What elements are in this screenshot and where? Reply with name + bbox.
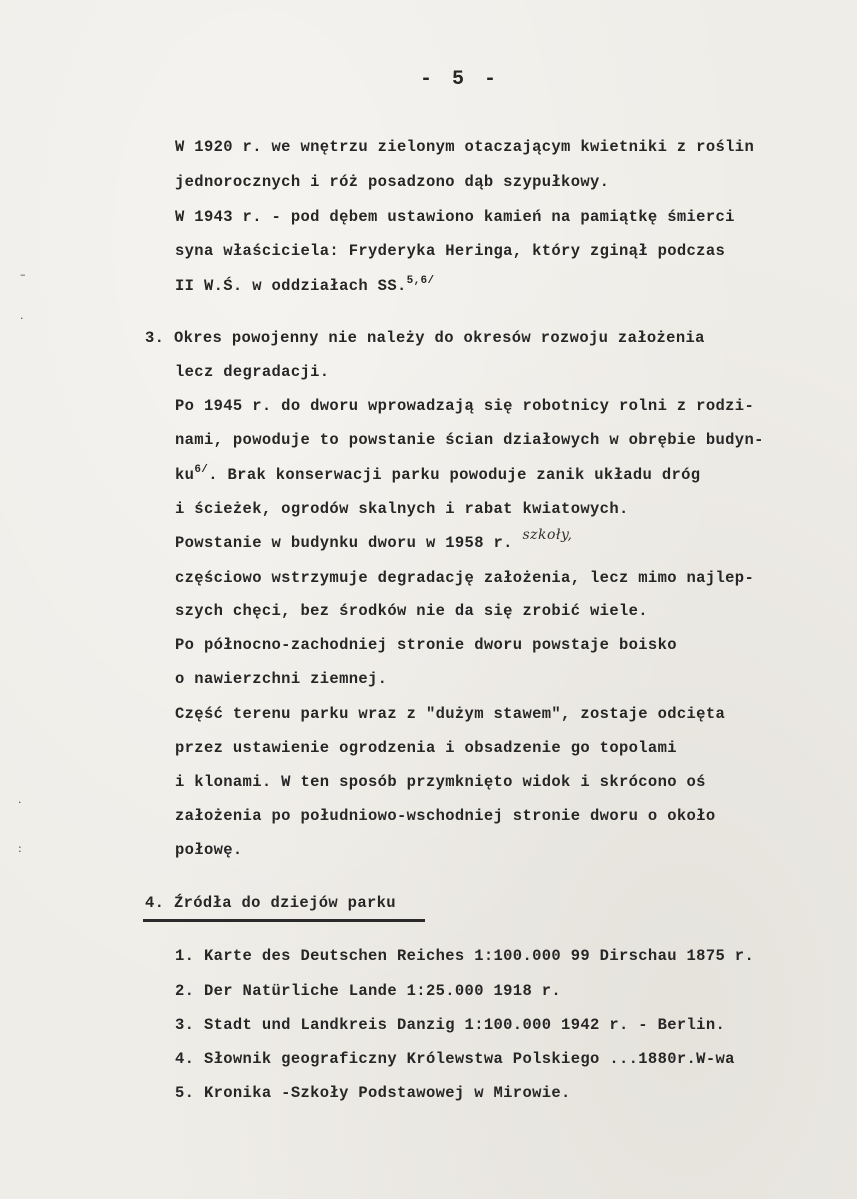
section-3-line: i ścieżek, ogrodów skalnych i rabat kwiatowych. [175, 500, 629, 518]
source-item: 4. Słownik geograficzny Królewstwa Polskiego ...1880r.W-wa [175, 1050, 735, 1068]
section-3-line: i klonami. W ten sposób przymknięto widok i skrócono oś [175, 773, 706, 791]
source-item: 2. Der Natürliche Lande 1:25.000 1918 r. [175, 982, 562, 1000]
section-3-line: nami, powoduje to powstanie ścian działowych w obrębie budyn- [175, 431, 764, 449]
section-3-line: połowę. [175, 841, 243, 859]
section-3-line: szych chęci, bez środków nie da się zrobić wiele. [175, 602, 648, 620]
margin-mark: – [20, 268, 26, 281]
section-3-line: przez ustawienie ogrodzenia i obsadzenie go topolami [175, 739, 677, 757]
section-3-line: Po 1945 r. do dworu wprowadzają się robotnicy rolni z rodzi- [175, 397, 755, 415]
section-3-line: Po północno-zachodniej stronie dworu powstaje boisko [175, 636, 677, 654]
footnote-ref: 6/ [194, 464, 209, 476]
section-4-heading: 4. Źródła do dziejów parku [145, 894, 396, 912]
section-3-line-school: Powstanie w budynku dworu w 1958 r. [175, 534, 513, 552]
margin-mark: · [18, 796, 22, 809]
source-item: 3. Stadt und Landkreis Danzig 1:100.000 1942 r. - Berlin. [175, 1016, 726, 1034]
page-number: - 5 - [420, 68, 501, 91]
section-3-line: częściowo wstrzymuje degradację założenia, lecz mimo najlep- [175, 569, 755, 587]
section-3-line-prefix: ku [175, 466, 195, 484]
section-3-line [175, 527, 573, 553]
text-line-1943-c [175, 276, 434, 298]
section-3-line: o nawierzchni ziemnej. [175, 670, 388, 688]
text-line-1943-c-main: II W.Ś. w oddziałach SS. [175, 277, 407, 295]
footnote-ref: 5,6/ [406, 275, 435, 287]
margin-mark: : [18, 842, 22, 855]
source-item: 1. Karte des Deutschen Reiches 1:100.000 99 Dirschau 1875 r. [175, 947, 755, 965]
section-3-line: lecz degradacji. [175, 363, 330, 381]
text-line-1943-b: syna właściciela: Fryderyka Heringa, który zginął podczas [175, 242, 726, 260]
section-3-heading: 3. Okres powojenny nie należy do okresów rozwoju założenia [145, 329, 705, 347]
section-4-underline [143, 919, 425, 922]
text-line-1920-a: W 1920 r. we wnętrzu zielonym otaczającym kwietniki z roślin [175, 138, 755, 156]
text-line-1943-a: W 1943 r. - pod dębem ustawiono kamień na pamiątkę śmierci [175, 208, 735, 226]
handwritten-insertion: szkoły, [522, 527, 573, 543]
text-line-1920-b: jednorocznych i róż posadzono dąb szypułkowy. [175, 173, 610, 191]
section-3-line: założenia po południowo-wschodniej stronie dworu o około [175, 807, 716, 825]
section-3-line [175, 465, 700, 487]
source-item: 5. Kronika -Szkoły Podstawowej w Mirowie. [175, 1084, 571, 1102]
section-3-line: Część terenu parku wraz z "dużym stawem", zostaje odcięta [175, 705, 726, 723]
section-3-line-rest: . Brak konserwacji parku powoduje zanik układu dróg [208, 466, 701, 484]
margin-mark: · [20, 312, 24, 325]
